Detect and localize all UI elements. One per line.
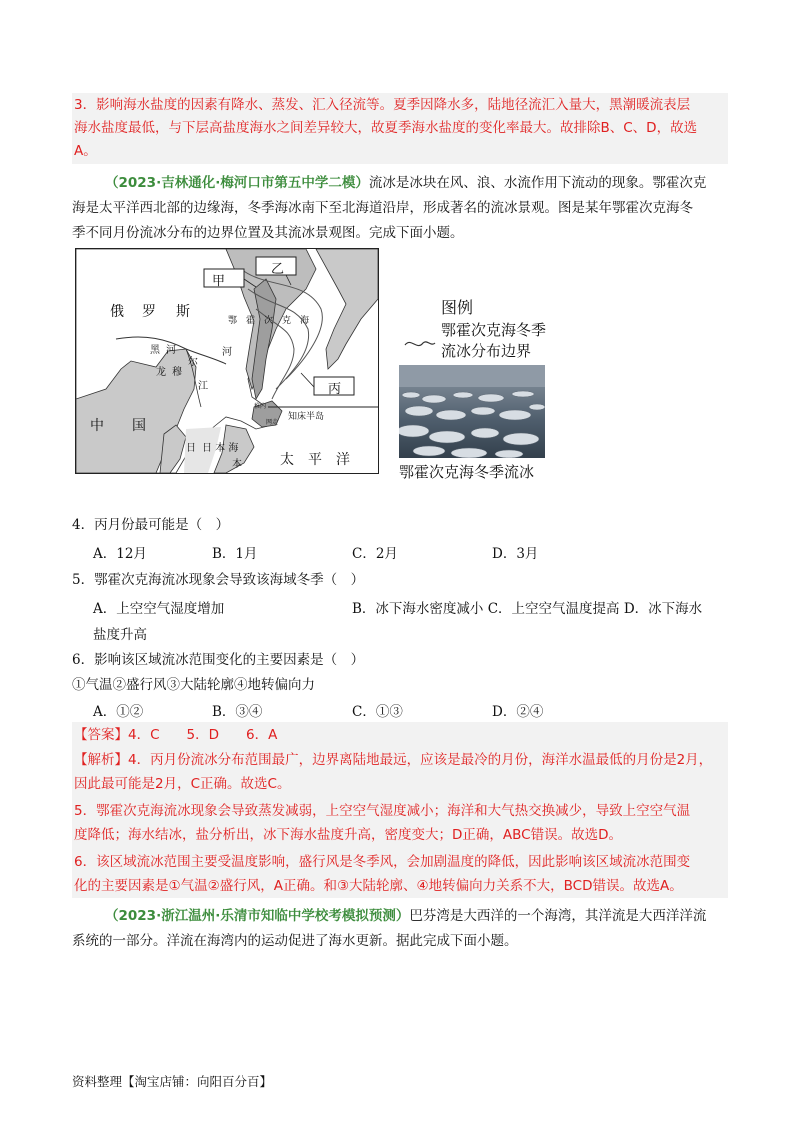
label-russia-luo: 罗 (142, 304, 156, 320)
q4-option-c[interactable]: C．2月 (352, 546, 398, 562)
explain-4-line1: 【解析】4．丙月份流冰分布范围最广，边界离陆地最远，应该是最冷的月份，海洋水温最低的月份是2月， (74, 752, 713, 768)
q4-option-a[interactable]: A．12月 (93, 546, 147, 562)
kamchatka-east (316, 249, 378, 369)
label-wakkanai: 稚内 (254, 403, 267, 410)
explain-4-line2: 因此最可能是2月，C正确。故选C。 (74, 776, 291, 792)
q6-factors: ①气温②盛行风③大陆轮廓④地转偏向力 (72, 677, 315, 693)
q5-stem: 5．鄂霍次克海流冰现象会导致该海域冬季（ ） (72, 572, 365, 588)
q6-option-b[interactable]: B．③④ (212, 704, 263, 720)
legend-title: 图例 (441, 298, 474, 317)
label-abashiri: 网走 (266, 419, 279, 426)
label-he2: 河 (222, 347, 232, 358)
label-hei: 黑 (150, 345, 160, 356)
label-yi: 乙 (271, 262, 285, 277)
label-zhu: 穆 (172, 367, 182, 378)
explain-6-line1: 6．该区域流冰范围主要受温度影响，盛行风是冬季风，会加剧温度的降低，因此影响该区域流冰范围变 (74, 854, 691, 870)
q6-option-c[interactable]: C．①③ (352, 704, 403, 720)
q3-answer-line3: A。 (74, 143, 97, 159)
intro1-line3: 季不同月份流冰分布的边界位置及其流冰景观图。完成下面小题。 (72, 225, 464, 241)
label-russia-si: 斯 (176, 304, 190, 320)
intro2-line2: 系统的一部分。洋流在海湾内的运动促进了海水更新。据此完成下面小题。 (72, 933, 518, 949)
drift-ice-svg (399, 365, 545, 458)
label-jiang: 江 (198, 381, 208, 392)
answers-block (72, 722, 728, 898)
intro1-source: （2023·吉林通化·梅河口市第五中学二模） (105, 175, 369, 191)
intro1-line2: 海是太平洋西北部的边缘海，冬季海冰南下至北海道沿岸，形成著名的流冰景观。图是某年鄂霍次克海冬 (72, 200, 693, 216)
explain-5-line2: 度降低；海水结冰，盐分析出，冰下海水盐度升高，密度变大；D正确，ABC错误。故选D。 (74, 827, 622, 843)
label-japan2: 本 (232, 459, 242, 470)
q5-options-bcd[interactable]: B．冰下海水密度减小 C．上空空气温度提高 D．冰下海水 (352, 601, 703, 617)
label-long: 龙 (156, 367, 166, 378)
photo-caption: 鄂霍次克海冬季流冰 (399, 463, 535, 481)
label-bing: 丙 (328, 382, 342, 397)
page-footer: 资料整理【淘宝店铺：向阳百分百】 (72, 1074, 273, 1089)
q4-option-b[interactable]: B．1月 (212, 546, 258, 562)
intro2-text1: 巴芬湾是大西洋的一个海湾，其洋流是大西洋洋流 (409, 908, 707, 924)
label-shiretoko: 知床半岛 (288, 412, 325, 422)
explain-5-line1: 5．鄂霍次克海流冰现象会导致蒸发减弱，上空空气湿度减小；海洋和大气热交换减少，导致上空空气温 (74, 803, 691, 819)
intro1-line1 (105, 170, 706, 196)
label-pacific: 太 平 洋 (280, 452, 350, 468)
q4-option-d[interactable]: D．3月 (492, 546, 539, 562)
q3-answer-line1: 3．影响海水盐度的因素有降水、蒸发、汇入径流等。夏季因降水多，陆地径流汇入量大，黑潮暖流表层 (74, 97, 691, 113)
label-er: 尔 (188, 357, 198, 368)
q6-option-a[interactable]: A．①② (93, 704, 144, 720)
legend-line-symbol (403, 335, 437, 353)
answers-line: 【答案】4．C 5．D 6．A (74, 727, 278, 743)
q5-option-d-cont: 盐度升高 (93, 627, 147, 643)
q6-option-d[interactable]: D．②④ (492, 704, 544, 720)
q4-stem: 4．丙月份最可能是（ ） (72, 517, 230, 533)
q3-answer-line2: 海水盐度最低，与下层高盐度海水之间差异较大，故夏季海水盐度的变化率最大。故排除B、C、D，故选 (74, 120, 698, 136)
intro2-line1 (105, 903, 706, 929)
q5-option-a[interactable]: A．上空空气湿度增加 (93, 601, 225, 617)
drift-ice-photo (399, 365, 545, 458)
label-he: 河 (166, 345, 176, 356)
legend-line1: 鄂霍次克海冬季 (441, 321, 547, 339)
label-sea-of-japan: 日 本 海 (202, 443, 239, 454)
q3-answer-block (72, 93, 728, 164)
label-china: 中 国 (90, 418, 146, 434)
label-okhotsk: 鄂 霍 次 克 海 (228, 316, 310, 326)
legend-line2: 流冰分布边界 (441, 342, 532, 360)
intro1-text1: 流冰是冰块在风、浪、水流作用下流动的现象。鄂霍次克 (368, 175, 707, 191)
intro2-source: （2023·浙江温州·乐清市知临中学校考模拟预测） (105, 908, 410, 924)
explain-6-line2: 化的主要因素是①气温②盛行风，A正确。和③大陆轮廓、④地转偏向力关系不大，BCD错误。故选A。 (74, 878, 683, 894)
okhotsk-map (75, 248, 379, 474)
label-jia: 甲 (212, 274, 226, 289)
label-japan: 日 (186, 443, 196, 454)
label-russia-e: 俄 (110, 304, 124, 320)
q6-stem: 6．影响该区域流冰范围变化的主要因素是（ ） (72, 652, 365, 668)
